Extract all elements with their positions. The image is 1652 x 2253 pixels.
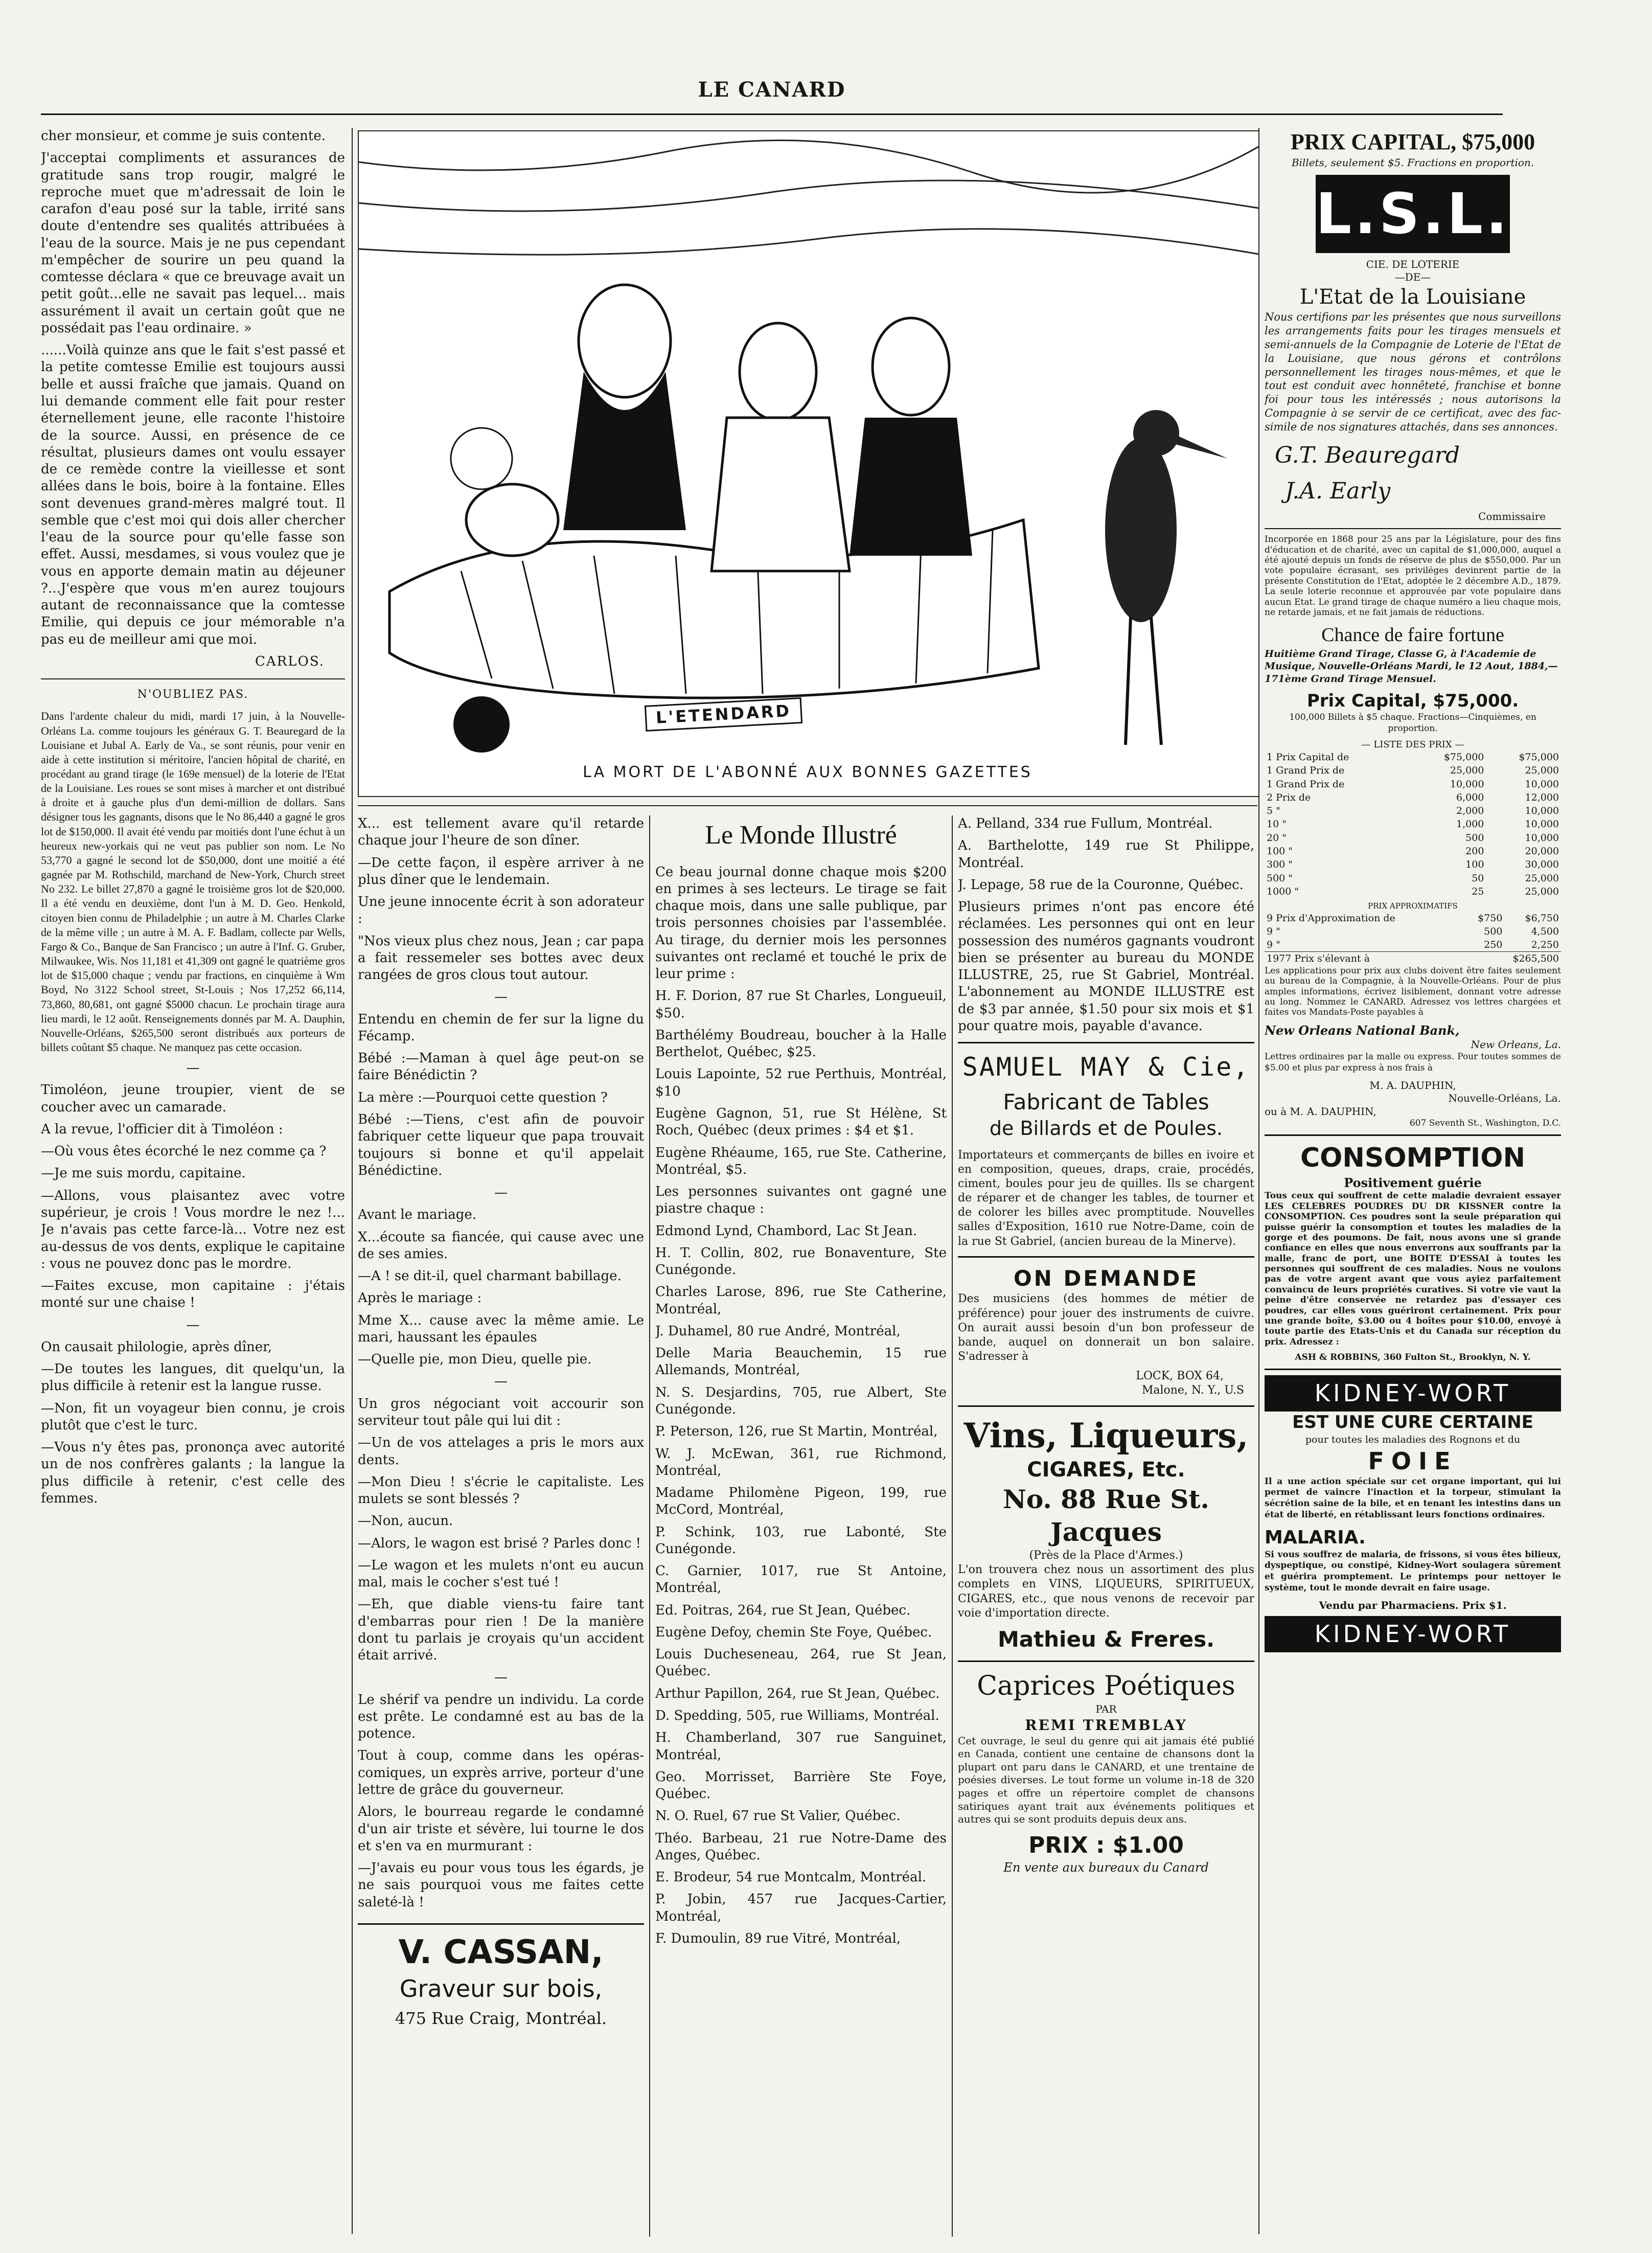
incorporation-text: Incorporée en 1868 pour 25 ans par la Législature, pour des fins d'éducation et de charité, avec un capital de $1,000,000, auquel a été ajouté depuis un fonds de réserve de plus de $550,000. Par un vote populaire écrasant, ses priviléges devinrent partie de la présente Constitution de l'Etat, adoptée le 2 décembre A.D., 1879. La seule loterie reconnue et approuvée par vote populaire dans aucun Etat. Le grand tirage de chaque numéro a lieu chaque mois, ne retarde jamais, et ne fait jamais de réductions. [1265,534,1561,618]
story-paragraph: J'acceptai compliments et assurances de gratitude sans trop rougir, malgré le reproche muet que m'adressait de loin le carafon d'eau posé sur la table, irrité sans doute d'entendre ses qualités attribuées à l'eau de la source. Mais je ne pus cependant m'empêcher de sourire un peu quand la comtesse déclara « que ce breuvage avait un petit goût...elle ne savait pas lequel... mais assurément il avait un certain goût que ne possédait pas l'eau ordinaire. » [41,150,345,336]
approx-table [1265,912,1561,952]
vins-sub: CIGARES, Etc. [1027,1458,1185,1482]
winner-entry: Geo. Morrisset, Barrière Ste Foye, Québec. [655,1769,947,1802]
anecdote-line: —Je me suis mordu, capitaine. [41,1166,246,1181]
winner-entry: W. J. McEwan, 361, rue Richmond, Montréal, [655,1446,947,1478]
paragraph: "Nos vieux plus chez nous, Jean ; car papa a fait ressemeler ses bottes avec deux rangées de gros clous tout autour. [358,933,644,983]
paragraph: Bébé :—Tiens, c'est afin de pouvoir fabriquer cette liqueur que papa trouvait toujours si bonne et qu'il appelait Bénédictine. [358,1111,644,1178]
newspaper-title: LE CANARD [698,78,846,102]
divider: — [186,1317,200,1333]
applications-text: Les applications pour prix aux clubs doivent être faites seulement au bureau de la Compagnie, à la Nouvelle-Orléans. Pour de plus amples informations, écrivez lisiblement, donnant votre adresse au long. Nommez le CANARD. Adressez vos lettres chargées et faites vos Mandats-Poste payables à [1265,965,1561,1018]
anecdote-line: —Où vous êtes écorché le nez comme ça ? [41,1144,327,1159]
prize-row: 20 " 500 10,000 [1267,832,1559,844]
cassan-trade: Graveur sur bois, [399,1974,603,2002]
prize-row: 1 Grand Prix de 25,000 25,000 [1267,765,1559,777]
ordinary-text: Lettres ordinaires par la malle ou express. Pour toutes sommes de $5.00 et plus par express à nos frais à [1265,1052,1561,1073]
samuel-may-title: SAMUEL MAY & Cie, [962,1052,1250,1082]
winner-entry: A. Barthelotte, 149 rue St Philippe, Montréal. [958,838,1254,871]
divider [358,1923,644,1925]
chance-sub: Huitième Grand Tirage, Classe G, à l'Academie de Musique, Nouvelle-Orléans Mardi, le 12 Aout, 1884,—171ème Grand Tirage Mensuel. [1265,648,1558,685]
malaria-title: MALARIA. [1265,1527,1366,1548]
winner-entry: Eugène Rhéaume, 165, rue Ste. Catherine, Montréal, $5. [655,1145,947,1177]
paragraph: —Alors, le wagon est brisé ? Parles donc ! [358,1535,641,1551]
malaria-text: Si vous souffrez de malaria, de frissons, si vous êtes bilieux, dyspeptique, ou constipé, Kidney-Wort soulagera sûrement et guérira promptement. Le printemps pour nettoyer le système, tout le monde devrait en faire usage. [1265,1549,1561,1593]
liste-heading: — LISTE DES PRIX — [1361,739,1464,750]
paragraph: Après le mariage : [358,1290,482,1306]
prize-row: 1 Grand Prix de 10,000 10,000 [1267,778,1559,790]
caprices-par: PAR [1095,1703,1117,1716]
prize-row: 500 " 50 25,000 [1267,872,1559,884]
paragraph: Bébé :—Maman à quel âge peut-on se faire Bénédictin ? [358,1051,644,1083]
dauphin-city: Nouvelle-Orléans, La. [1448,1092,1561,1105]
paragraph: La mère :—Pourquoi cette question ? [358,1089,608,1105]
prize-row: 10 " 1,000 10,000 [1267,818,1559,830]
paragraph: —Un de vos attelages a pris le mors aux dents. [358,1435,644,1468]
cassan-name: V. CASSAN, [398,1933,604,1971]
prize-row: 300 " 100 30,000 [1267,859,1559,871]
winner-entry: Arthur Papillon, 264, rue St Jean, Québec. [655,1686,940,1701]
banner-label: L'ETENDARD [645,697,802,732]
divider [958,1042,1254,1043]
caprices-price: PRIX : $1.00 [1028,1832,1184,1858]
column-1 [41,128,345,2234]
winner-entry: Louis Lapointe, 52 rue Perthuis, Montréal, $10 [655,1066,947,1099]
paragraph: Le shérif va pendre un individu. La corde est prête. Le condamné est au bas de la potence. [358,1692,644,1742]
on-demande-title: ON DEMANDE [1013,1265,1199,1291]
divider [41,678,345,679]
paragraph: Un gros négociant voit accourir son serviteur tout pâle qui lui dit : [358,1396,644,1428]
kidney-sold: Vendu par Pharmaciens. Prix $1. [1319,1599,1507,1611]
paragraph: X... est tellement avare qu'il retarde chaque jour l'heure de son dîner. [358,816,644,849]
kidney-cure: EST UNE CURE CERTAINE [1292,1412,1533,1432]
signature-early: J.A. Early [1285,478,1391,505]
chance-title: Chance de faire fortune [1321,624,1504,646]
column-rule [952,815,953,2237]
certification-text: Nous certifions par les présentes que nous surveillons les arrangements faits pour les tirages mensuels et semi-annuels de la Compagnie de Loterie de l'Etat de la Louisiane, que nous gérons et contrôlons personnellement les tirages nous-mêmes, et que le tout est conduit avec honnêteté, franchise et bonne foi pour tous les intéressés ; nous autorisons la Compagnie à se servir de ce certificat, avec des fac-simile de nos signatures attachés, dans ses annonces. [1265,311,1561,434]
divider [358,805,1257,806]
anecdote-line: —De toutes les langues, dit quelqu'un, la plus difficile à retenir est la langue russe. [41,1361,345,1394]
lsl-logo: L.S.L. [1316,175,1510,253]
dauphin-name: ou à M. A. DAUPHIN, [1265,1105,1376,1118]
divider: — [494,1670,508,1686]
winner-entry: Eugène Defoy, chemin Ste Foye, Québec. [655,1624,932,1640]
commissaire-label: Commissaire [1478,510,1546,522]
anecdote-line: Timoléon, jeune troupier, vient de se coucher avec un camarade. [41,1082,345,1115]
vins-place: (Près de la Place d'Armes.) [1029,1549,1183,1562]
winner-entry: Eugène Gagnon, 51, rue St Hélène, St Roch, Québec (deux primes : $4 et $1. [655,1106,947,1139]
anecdote-line: —Allons, vous plaisantez avec votre supérieur, je crois ! Vous mordre le nez !... Je n'avais pas cette farce-là... Votre nez est au-dessus de vos dents, explique le capitaine : vous ne pouvez donc pas le mordre. [41,1188,345,1271]
winner-entry: Barthélémy Boudreau, boucher à la Halle Berthelot, Québec, $25. [655,1027,947,1060]
consomption-address: ASH & ROBBINS, 360 Fulton St., Brooklyn, N. Y. [1295,1352,1531,1363]
winner-entry: C. Garnier, 1017, rue St Antoine, Montréal, [655,1563,947,1596]
caprices-text: Cet ouvrage, le seul du genre qui ait jamais été publié en Canada, contient une centaine de chansons dont la plupart ont paru dans le CANARD, et une trentaine de poésies diverses. Le tout forme un volume in-18 de 320 pages et offre un répertoire complet de chansons satiriques ayant trait aux événements politiques et autres qui se sont produits depuis deux ans. [958,1734,1254,1826]
prize-table [1265,750,1561,898]
anecdote-line: A la revue, l'officier dit à Timoléon : [41,1121,283,1137]
anecdote-line: —Faites excuse, mon capitaine : j'étais monté sur une chaise ! [41,1278,345,1311]
monde-illustre-title: Le Monde Illustré [705,821,897,850]
winner-entry: P. Schink, 103, rue Labonté, Ste Cunégonde. [655,1524,947,1557]
winner-entry: H. F. Dorion, 87 rue St Charles, Longueuil, $50. [655,988,947,1021]
paragraph: —De cette façon, il espère arriver à ne plus dîner que le lendemain. [358,855,644,887]
prize-capital-heading: PRIX CAPITAL, $75,000 [1290,129,1535,154]
cartoon-caption: LA MORT DE L'ABONNÉ AUX BONNES GAZETTES [583,763,1032,781]
total-table [1265,951,1561,965]
demande-contact: LOCK, BOX 64, [1136,1370,1224,1383]
paragraph: Entendu en chemin de fer sur la ligne du Fécamp. [358,1011,644,1044]
winner-entry: A. Pelland, 334 rue Fullum, Montréal. [958,816,1213,831]
divider: — [494,1185,508,1201]
demande-contact: Malone, N. Y., U.S [1141,1384,1244,1397]
winner-entry: H. T. Collin, 802, rue Bonaventure, Ste Cunégonde. [655,1245,947,1278]
winner-entry: F. Dumoulin, 89 rue Vitré, Montréal, [655,1930,901,1946]
total-row: 1977 Prix s'élevant à $265,500 [1267,953,1559,965]
paragraph: Une jeune innocente écrit à son adorateur : [358,894,644,927]
paragraph: Alors, le bourreau regarde le condamné d'un air triste et sévère, lui tourne le dos et s'en va en murmurant : [358,1804,644,1854]
dauphin-name: M. A. DAUPHIN, [1369,1079,1456,1091]
monde-intro: Ce beau journal donne chaque mois $200 en primes à ses lecteurs. Le tirage se fait chaque mois, dans une salle publique, par trois personnes choisies par l'assemblée. Au tirage, du dernier mois les personnes suivantes ont reclamé et touché le prix de leur prime : [655,864,947,982]
story-signature: CARLOS. [255,653,325,669]
prize-row: 1000 " 25 25,000 [1267,886,1559,898]
vins-text: L'on trouvera chez nous un assortiment des plus complets en VINS, LIQUEURS, SPIRITUEUX, CIGARES, etc., que nous venons de recevoir par voie d'importation directe. [958,1563,1254,1620]
column-rule [649,815,650,2237]
anecdote-line: —Vous n'y êtes pas, prononça avec autorité un de nos confrères galants ; la langue la plus difficile à retenir, c'est celle des femmes. [41,1440,345,1506]
paragraph: Tout à coup, comme dans les opéras-comiques, un exprès arrive, porteur d'une lettre de grâce du gouverneur. [358,1748,644,1798]
caprices-title: Caprices Poétiques [977,1670,1235,1701]
column-3 [655,815,947,2237]
caprices-author: REMI TREMBLAY [1025,1716,1187,1734]
winner-entry: J. Duhamel, 80 rue André, Montréal, [655,1323,901,1339]
divider [1265,528,1561,529]
caprices-footer: En vente aux bureaux du Canard [1003,1860,1209,1875]
divider [958,1256,1254,1258]
monde-footer: Plusieurs primes n'ont pas encore été réclamées. Les personnes qui ont en leur possession des numéros gagnants voudront bien se présenter au bureau du MONDE ILLUSTRE, 25, rue St Gabriel, Montréal. L'abonnement au MONDE ILLUSTRE est de $3 par année, $1.50 pour six mois et $1 pour quatre mois, payable d'avance. [958,899,1254,1034]
paragraph: Avant le mariage. [358,1207,477,1223]
paragraph: —Non, aucun. [358,1513,453,1529]
story-paragraph: ......Voilà quinze ans que le fait s'est passé et la petite comtesse Emilie est toujours aussi belle et aussi fraîche que jamais. Quand on lui demande comment elle fait pour rester éternellement jeune, elle raconte l'histoire de la source. Aussi, en présence de ce résultat, plusieurs dames ont voulu essayer de ce remède contre la vieillesse et sont allées dans le bois, boire à la fontaine. Elles sont devenues grand-mères malgré tout. Il semble que c'est moi qui dois aller chercher l'eau de la source pour qu'elle fasse son effet. Aussi, mesdames, si vous voulez que je vous en apporte demain matin au déjeuner ?...J'espère que vous m'en aurez toujours autant de reconnaissance que la comtesse Emilie, qui depuis ce jour mémorable n'a pas eu de meilleur ami que moi. [41,343,345,647]
kidney-foie: FOIE [1368,1447,1458,1475]
kidney-text: Il a une action spéciale sur cet organe important, qui lui permet de vaincre l'inaction et la torpeur, stimulant la sécrétion saine de la bile, et en tenant les intestins dans un état de liberté, en rétablissant leurs fonctions ordinaires. [1265,1476,1561,1520]
consomption-title: CONSOMPTION [1300,1143,1525,1174]
divider: — [186,1060,200,1076]
winner-entry: J. Lepage, 58 rue de la Couronne, Québec. [958,877,1244,893]
paragraph: —Eh, que diable viens-tu faire tant d'embarras pour rien ! De la manière dont tu parlais je croyais qu'un accident était arrivé. [358,1597,644,1664]
column-2 [358,815,644,2237]
paragraph: —Le wagon et les mulets n'ont eu aucun mal, mais le cocher s'est tué ! [358,1557,644,1590]
winner-entry: P. Peterson, 126, rue St Martin, Montréal, [655,1424,938,1440]
consomption-text: Tous ceux qui souffrent de cette maladie devraient essayer LES CELEBRES POUDRES DU DR KISSNER contre la CONSOMPTION. Ces poudres sont la seule préparation qui puisse guérir la consomption et toutes les maladies de la gorge et des poumons. De fait, nous avons une si grande confiance en elles que nous enverrons aux souffrants par la malle, franc de port, une BOITE D'ESSAI à toutes les personnes qui souffrent de ces maladies. Nous ne voulons pas de votre argent avant que vous ayiez parfaitement convaincu de leurs propriétés curatives. Si votre vie vaut la peine d'être conservée ne retardez pas d'essayer ces poudres, car elles vous guériront certainement. Prix pour une grande boîte, $3.00 ou 4 boîtes pour $10.00, envoyé à toute partie des Etats-Unis et du Canada sur réception du prix. Adressez : [1265,1191,1561,1347]
kidney-wort-header: KIDNEY-WORT [1265,1375,1561,1412]
paragraph: Mme X... cause avec la même amie. Le mari, haussant les épaules [358,1312,644,1345]
anecdote-line: On causait philologie, après dîner, [41,1339,272,1355]
prize-row: 2 Prix de 6,000 12,000 [1267,791,1559,803]
winner-entry: D. Spedding, 505, rue Williams, Montréal. [655,1708,939,1723]
prize-row: 9 Prix d'Approximation de $750 $6,750 [1267,912,1559,924]
prize-row: 100 " 200 20,000 [1267,846,1559,857]
signature-beauregard: G.T. Beauregard [1275,442,1460,468]
notice-heading: N'OUBLIEZ PAS. [137,688,249,701]
winner-entry: Delle Maria Beauchemin, 15 rue Allemands, Montréal, [655,1346,947,1378]
kidney-sub: pour toutes les maladies des Rognons et du [1305,1434,1521,1446]
billets-line: 100,000 Billets à $5 chaque. Fractions—Cinquièmes, en proportion. [1289,712,1536,734]
dauphin-address: 607 Seventh St., Washington, D.C. [1409,1118,1561,1129]
divider [1265,1369,1561,1370]
column-rule [1258,128,1259,2234]
story-paragraph: cher monsieur, et comme je suis contente. [41,128,326,144]
vins-address: No. 88 Rue St. Jacques [1003,1484,1209,1547]
consomption-sub: Positivement guérie [1344,1175,1482,1190]
winner-entry: E. Brodeur, 54 rue Montcalm, Montréal. [655,1870,927,1885]
divider: — [494,1374,508,1390]
divider [1265,1134,1561,1136]
divider: — [494,989,508,1005]
vins-firm: Mathieu & Freres. [997,1626,1215,1652]
company-line: —DE— [1394,271,1431,284]
kidney-wort-footer: KIDNEY-WORT [1265,1616,1561,1652]
paragraph: —Quelle pie, mon Dieu, quelle pie. [358,1352,592,1368]
winner-entry: H. Chamberland, 307 rue Sanguinet, Montréal, [655,1730,947,1763]
winner-entry: Louis Ducheseneau, 264, rue St Jean, Québec. [655,1647,947,1679]
winner-entry: N. S. Desjardins, 705, rue Albert, Ste Cunégonde. [655,1384,947,1417]
samuel-text: Importateurs et commerçants de billes en ivoire et en composition, queues, draps, craie, procédés, ciment, boules pour jeu de quilles. Ils se chargent de réparer et de changer les tables, de tourner et de colorer les billes avec promptitude. Nouvelles salles d'Exposition, 1610 rue Notre-Dame, coin de la rue St Gabriel, (ancien bureau de la Minerve). [958,1148,1254,1248]
paragraph: —Mon Dieu ! s'écrie le capitaliste. Les mulets se sont blessés ? [358,1474,644,1507]
tickets-line: Billets, seulement $5. Fractions en proportion. [1291,156,1534,169]
divider [958,1660,1254,1662]
prize-row: 9 " 250 2,250 [1267,939,1559,951]
winner-entry: Ed. Poitras, 264, rue St Jean, Québec. [655,1602,911,1618]
vins-title: Vins, Liqueurs, [963,1415,1249,1455]
cassan-address: 475 Rue Craig, Montréal. [395,2008,607,2028]
winner-entry: Charles Larose, 896, rue Ste Catherine, Montréal, [655,1284,947,1317]
prize-row: 1 Prix Capital de $75,000 $75,000 [1267,751,1559,763]
cartoon-drawing [359,131,1258,796]
on-demande-text: Des musiciens (des hommes de métier de préférence) pour jouer des instruments de cuivre. On aurait aussi besoin d'un bon professeur de bande, auquel on donnerait un bon salaire. S'adresser à [958,1292,1254,1363]
column-5 [1265,128,1561,2234]
paragraph: X...écoute sa fiancée, qui cause avec une de ses amies. [358,1229,644,1262]
notice-text: Dans l'ardente chaleur du midi, mardi 17 juin, à la Nouvelle-Orléans La. comme toujours les généraux G. T. Beauregard de la Louisiane et Jubal A. Early de Va., se sont réunis, pour venir en aide à cette institution si méritoire, l'ancien hôpital de charité, en procédant au grand tirage (le 169e mensuel) de la loterie de l'Etat de la Louisiane. Les roues se sont mises à marcher et ont distribué à droite et à gauche plus d'un demi-million de dollars. Sans désigner tous les gagnants, disons que le No 86,440 a gagné le gros lot de $150,000. Il avait été vendu par moitiés dont l'une échut à un heureux new-yorkais qui ne veut pas publier son nom. Le No 53,770 a gagné le second lot de $50,000, dont une moitié a été gagnée par M. Rothschild, marchand de New-York, Church street No 232. Le billet 27,870 a gagné le troisième gros lot de $20,000. Il a été vendu en deuxième, dont l'un à M. D. Geo. Henkold, citoyen bien connu de Philadelphie ; un autre à M. Charles Clarke de la même ville ; un autre à M. A. F. Badlam, collecte par Wells, Fargo & Co., Banque de San Francisco ; un autre à l'Inf. G. Gruber, Milwaukee, Wis. Nos 11,181 et 41,309 ont gagné le quatrième gros lot de $15,000 chaque ; vendu par fractions, en cinquième à Wm Boyd, No 3122 School street, St-Louis ; Nos 17,252 66,114, 73,860, 80,681, ont gagné $5000 chacun. Le prochain tirage aura lieu mardi, le 12 août. Renseignements donnés par M. A. Dauphin, Nouvelle-Orléans, $265,500 seront distribués aux porteurs de billets coûtant $5 chaque. Ne manquez pas cette occasion. [41,710,345,1054]
company-line: CIE. DE LOTERIE [1366,258,1460,270]
masthead-rule [41,113,1503,115]
prize-row: 9 " 500 4,500 [1267,925,1559,937]
winners-list [655,988,947,1947]
anecdote-line: —Non, fit un voyageur bien connu, je crois plutôt que c'est le turc. [41,1400,345,1433]
winner-entry: Madame Philomène Pigeon, 199, rue McCord, Montréal, [655,1485,947,1518]
samuel-sub1: Fabricant de Tables [1003,1089,1209,1115]
prize-row: 5 " 2,000 10,000 [1267,805,1559,817]
winner-entry: Théo. Barbeau, 21 rue Notre-Dame des Anges, Québec. [655,1830,947,1863]
capital-line: Prix Capital, $75,000. [1306,690,1519,711]
bank-name: New Orleans National Bank, [1265,1022,1460,1038]
winner-entry: Edmond Lynd, Chambord, Lac St Jean. [655,1223,917,1239]
paragraph: —J'avais eu pour vous tous les égards, je ne sais pourquoi vous me faites cette saleté-là ! [358,1860,644,1910]
winner-entry: Les personnes suivantes ont gagné une piastre chaque : [655,1184,947,1217]
cartoon-illustration [358,130,1259,797]
masthead [41,77,1503,123]
approx-heading: PRIX APPROXIMATIFS [1368,901,1458,911]
divider [958,1405,1254,1407]
company-name: L'Etat de la Louisiane [1299,285,1526,309]
paragraph: —A ! se dit-il, quel charmant babillage. [358,1268,622,1284]
winner-entry: P. Jobin, 457 rue Jacques-Cartier, Montréal, [655,1892,947,1924]
bank-city: New Orleans, La. [1471,1038,1561,1051]
column-4 [958,815,1254,2237]
winner-entry: N. O. Ruel, 67 rue St Valier, Québec. [655,1808,901,1824]
samuel-sub2: de Billards et de Poules. [989,1117,1223,1140]
column-rule [352,128,353,2234]
